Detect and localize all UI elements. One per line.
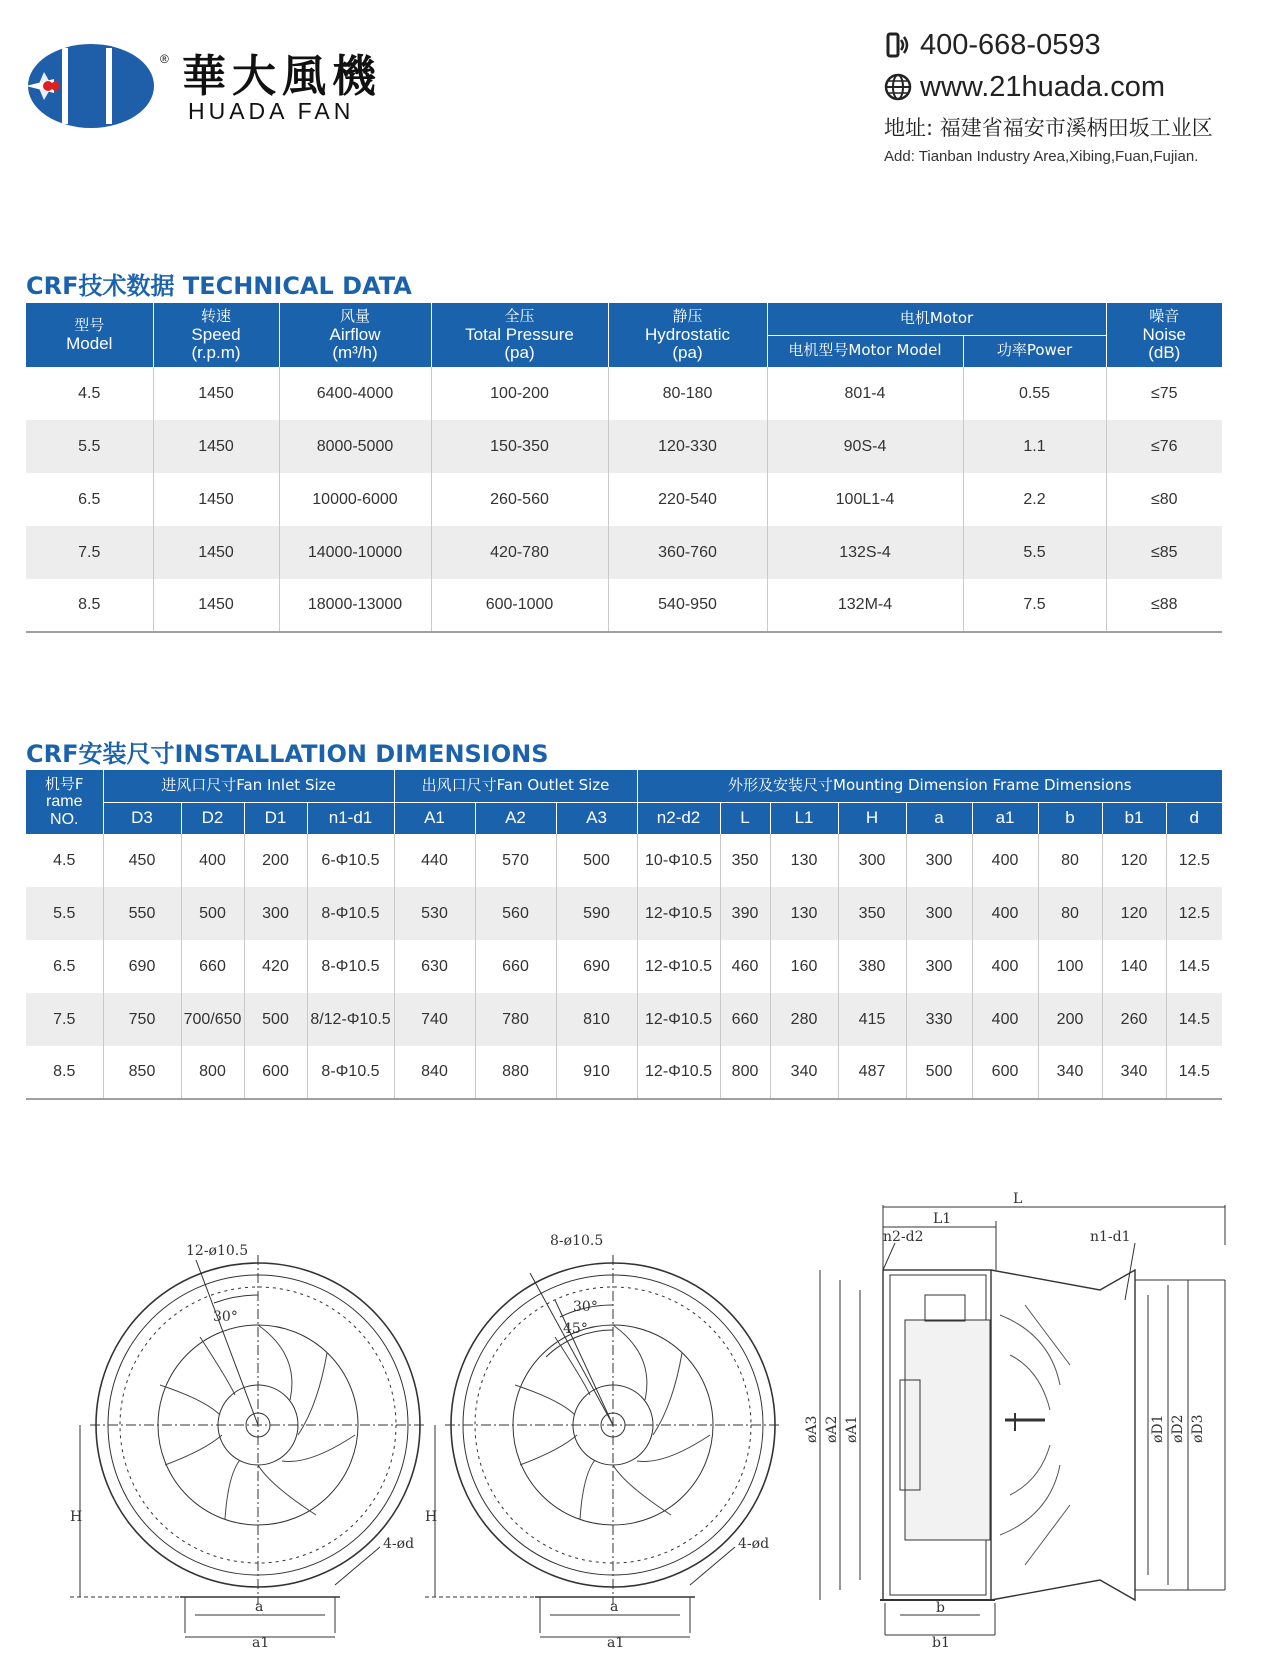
table-cell: 80	[1038, 834, 1102, 887]
phone-row	[884, 24, 1276, 66]
table-cell: 200	[1038, 993, 1102, 1046]
brand-name-cn: 華大風機	[182, 51, 382, 102]
table-cell: 1.1	[963, 420, 1106, 473]
dims-col-header: a	[906, 802, 972, 834]
table-cell: 440	[394, 834, 475, 887]
table-cell: 340	[1038, 1046, 1102, 1099]
side-n2d2-label: n2-d2	[883, 1229, 924, 1245]
front-view-1-labels	[70, 1243, 414, 1651]
dims-col-header: A1	[394, 802, 475, 834]
table-cell: 590	[556, 887, 637, 940]
table-cell: 12.5	[1166, 834, 1222, 887]
col-group-outlet: 出风口尺寸Fan Outlet Size	[394, 770, 637, 802]
table-cell: 400	[972, 887, 1038, 940]
table-cell: 132S-4	[767, 526, 963, 579]
table-cell: 6.5	[26, 473, 153, 526]
table-cell: 8.5	[26, 1046, 103, 1099]
table-cell: 12.5	[1166, 887, 1222, 940]
table-cell: 280	[770, 993, 838, 1046]
table-cell: 120	[1102, 887, 1166, 940]
side-n1d1-label: n1-d1	[1090, 1229, 1131, 1245]
table-cell: 1450	[153, 420, 279, 473]
table-cell: 14.5	[1166, 940, 1222, 993]
col-hydrostatic: 静压 Hydrostatic (pa)	[608, 303, 767, 367]
table-cell: 570	[475, 834, 556, 887]
table-cell: 450	[103, 834, 181, 887]
table-cell: 80-180	[608, 367, 767, 420]
contact-block	[884, 24, 1276, 165]
table-cell: 880	[475, 1046, 556, 1099]
dims-col-header: H	[838, 802, 906, 834]
front1-a-label: a	[255, 1599, 264, 1615]
front2-angle1-label: 30°	[573, 1299, 598, 1315]
dims-col-header: A2	[475, 802, 556, 834]
table-cell: 8/12-Φ10.5	[307, 993, 394, 1046]
table-cell: 12-Φ10.5	[637, 993, 720, 1046]
table-cell: 420	[244, 940, 307, 993]
table-cell: 8-Φ10.5	[307, 1046, 394, 1099]
table-cell: 4.5	[26, 834, 103, 887]
table-cell: 300	[838, 834, 906, 887]
table-cell: 5.5	[26, 420, 153, 473]
technical-data-table	[26, 303, 1222, 633]
table-cell: 540-950	[608, 579, 767, 632]
table-cell: 660	[181, 940, 244, 993]
table-cell: 132M-4	[767, 579, 963, 632]
table-cell: 8000-5000	[279, 420, 431, 473]
table-cell: 500	[906, 1046, 972, 1099]
table-cell: 8.5	[26, 579, 153, 632]
dims-col-header: b	[1038, 802, 1102, 834]
dims-col-header: D1	[244, 802, 307, 834]
side-D3-label: øD3	[1190, 1414, 1206, 1443]
brand-name-en: HUADA FAN	[188, 98, 355, 124]
front2-angle2-label: 45°	[563, 1321, 588, 1337]
table-cell: 300	[906, 940, 972, 993]
dims-col-header: L	[720, 802, 770, 834]
table-cell: 750	[103, 993, 181, 1046]
table-cell: 415	[838, 993, 906, 1046]
front2-a-label: a	[610, 1599, 619, 1615]
table-cell: 700/650	[181, 993, 244, 1046]
table-row	[26, 993, 1222, 1046]
table-cell: 840	[394, 1046, 475, 1099]
table-cell: ≤75	[1106, 367, 1222, 420]
globe-icon	[884, 73, 912, 101]
front1-d-label: 4-ød	[383, 1536, 415, 1552]
col-group-inlet: 进风口尺寸Fan Inlet Size	[103, 770, 394, 802]
table-row	[26, 579, 1222, 632]
website-link[interactable]: www.21huada.com	[920, 70, 1166, 103]
installation-dimensions-title: CRF安装尺寸INSTALLATION DIMENSIONS	[26, 740, 549, 768]
table-row	[26, 940, 1222, 993]
table-cell: 500	[556, 834, 637, 887]
table-row	[26, 473, 1222, 526]
dims-col-header: n1-d1	[307, 802, 394, 834]
table-cell: 300	[244, 887, 307, 940]
table-cell: 10-Φ10.5	[637, 834, 720, 887]
front2-d-label: 4-ød	[738, 1536, 770, 1552]
table-cell: 150-350	[431, 420, 608, 473]
front2-holes-label: 8-ø10.5	[550, 1233, 604, 1249]
table-cell: 200	[244, 834, 307, 887]
phone-number[interactable]: 400-668-0593	[920, 28, 1101, 61]
table-cell: ≤88	[1106, 579, 1222, 632]
table-cell: 120-330	[608, 420, 767, 473]
table-cell: 500	[181, 887, 244, 940]
table-cell: 530	[394, 887, 475, 940]
table-cell: 7.5	[963, 579, 1106, 632]
side-L-label: L	[1013, 1191, 1023, 1207]
table-row	[26, 834, 1222, 887]
table-cell: 740	[394, 993, 475, 1046]
table-cell: 4.5	[26, 367, 153, 420]
dims-col-header: D3	[103, 802, 181, 834]
table-cell: 660	[475, 940, 556, 993]
table-cell: 300	[906, 834, 972, 887]
table-cell: 8-Φ10.5	[307, 887, 394, 940]
dims-col-header: n2-d2	[637, 802, 720, 834]
technical-data-title: CRF技术数据 TECHNICAL DATA	[26, 272, 412, 300]
table-cell: 400	[972, 834, 1038, 887]
front2-h-label: H	[425, 1509, 438, 1525]
table-cell: 690	[103, 940, 181, 993]
table-cell: 360-760	[608, 526, 767, 579]
table-cell: 7.5	[26, 526, 153, 579]
table-cell: 8-Φ10.5	[307, 940, 394, 993]
table-cell: 18000-13000	[279, 579, 431, 632]
table-cell: 487	[838, 1046, 906, 1099]
table-cell: 330	[906, 993, 972, 1046]
table-cell: 12-Φ10.5	[637, 1046, 720, 1099]
phone-icon	[884, 31, 912, 59]
table-cell: 910	[556, 1046, 637, 1099]
table-cell: 260-560	[431, 473, 608, 526]
table-cell: 350	[720, 834, 770, 887]
table-cell: 14.5	[1166, 1046, 1222, 1099]
side-b1-label: b1	[932, 1635, 950, 1651]
table-cell: 14.5	[1166, 993, 1222, 1046]
table-cell: 400	[972, 940, 1038, 993]
col-airflow: 风量 Airflow (m³/h)	[279, 303, 431, 367]
table-cell: 7.5	[26, 993, 103, 1046]
installation-dimensions-table	[26, 770, 1222, 1100]
table-cell: 340	[1102, 1046, 1166, 1099]
table-cell: 12-Φ10.5	[637, 940, 720, 993]
table-row	[26, 1046, 1222, 1099]
table-cell: 350	[838, 887, 906, 940]
table-cell: 420-780	[431, 526, 608, 579]
table-cell: 2.2	[963, 473, 1106, 526]
side-A2-label: øA2	[824, 1415, 840, 1443]
table-cell: ≤85	[1106, 526, 1222, 579]
table-cell: 550	[103, 887, 181, 940]
table-cell: 600	[244, 1046, 307, 1099]
table-cell: 560	[475, 887, 556, 940]
table-row	[26, 420, 1222, 473]
col-model: 型号 Model	[26, 303, 153, 367]
technical-drawings	[0, 1185, 1280, 1657]
dims-col-header: A3	[556, 802, 637, 834]
table-cell: 14000-10000	[279, 526, 431, 579]
registered-mark: ®	[160, 52, 169, 66]
table-cell: 630	[394, 940, 475, 993]
table-cell: 5.5	[26, 887, 103, 940]
table-cell: 130	[770, 887, 838, 940]
table-cell: 10000-6000	[279, 473, 431, 526]
dims-col-header: a1	[972, 802, 1038, 834]
side-L1-label: L1	[933, 1211, 952, 1227]
front-view-2	[425, 1255, 781, 1637]
table-cell: 6-Φ10.5	[307, 834, 394, 887]
table-cell: 0.55	[963, 367, 1106, 420]
col-group-mounting: 外形及安装尺寸Mounting Dimension Frame Dimensions	[637, 770, 1222, 802]
table-cell: 12-Φ10.5	[637, 887, 720, 940]
website-row	[884, 66, 1276, 108]
col-speed: 转速 Speed (r.p.m)	[153, 303, 279, 367]
side-A1-label: øA1	[844, 1415, 860, 1443]
table-cell: 140	[1102, 940, 1166, 993]
col-noise: 噪音 Noise (dB)	[1106, 303, 1222, 367]
table-cell: 100	[1038, 940, 1102, 993]
table-cell: 800	[181, 1046, 244, 1099]
front2-a1-label: a1	[607, 1635, 625, 1651]
col-total-pressure: 全压 Total Pressure (pa)	[431, 303, 608, 367]
table-cell: 120	[1102, 834, 1166, 887]
col-motor-model: 电机型号Motor Model	[767, 335, 963, 367]
table-cell: 800	[720, 1046, 770, 1099]
table-cell: 850	[103, 1046, 181, 1099]
table-cell: 1450	[153, 526, 279, 579]
front-view-2-labels	[425, 1233, 769, 1651]
front-view-1	[70, 1255, 426, 1637]
address-en: Add: Tianban Industry Area,Xibing,Fuan,Fujian.	[884, 148, 1199, 165]
side-D1-label: øD1	[1150, 1414, 1166, 1443]
table-cell: 1450	[153, 579, 279, 632]
table-cell: 690	[556, 940, 637, 993]
dims-col-header: b1	[1102, 802, 1166, 834]
dims-col-header: D2	[181, 802, 244, 834]
side-D2-label: øD2	[1170, 1414, 1186, 1443]
table-row	[26, 526, 1222, 579]
table-cell: 600	[972, 1046, 1038, 1099]
address-cn: 地址: 福建省福安市溪柄田坂工业区	[884, 116, 1213, 140]
huada-logo-icon	[26, 42, 156, 130]
table-cell: 390	[720, 887, 770, 940]
table-cell: 6.5	[26, 940, 103, 993]
table-cell: 1450	[153, 367, 279, 420]
table-cell: 160	[770, 940, 838, 993]
table-cell: 260	[1102, 993, 1166, 1046]
table-cell: 801-4	[767, 367, 963, 420]
table-row	[26, 887, 1222, 940]
table-cell: 380	[838, 940, 906, 993]
col-motor-group: 电机Motor	[767, 303, 1106, 335]
table-cell: 100-200	[431, 367, 608, 420]
table-cell: 1450	[153, 473, 279, 526]
table-cell: 780	[475, 993, 556, 1046]
table-cell: 500	[244, 993, 307, 1046]
table-cell: 300	[906, 887, 972, 940]
table-cell: 400	[181, 834, 244, 887]
table-row	[26, 367, 1222, 420]
table-cell: 400	[972, 993, 1038, 1046]
table-cell: 6400-4000	[279, 367, 431, 420]
front1-angle-label: 30°	[213, 1309, 238, 1325]
dims-col-header: L1	[770, 802, 838, 834]
table-cell: 80	[1038, 887, 1102, 940]
side-A3-label: øA3	[804, 1415, 820, 1443]
table-cell: 460	[720, 940, 770, 993]
front1-h-label: H	[70, 1509, 83, 1525]
col-power: 功率Power	[963, 335, 1106, 367]
table-cell: ≤76	[1106, 420, 1222, 473]
table-cell: 810	[556, 993, 637, 1046]
front1-a1-label: a1	[252, 1635, 270, 1651]
table-cell: ≤80	[1106, 473, 1222, 526]
col-frame-no: 机号F rame NO.	[26, 770, 103, 834]
table-cell: 600-1000	[431, 579, 608, 632]
dims-col-header: d	[1166, 802, 1222, 834]
front1-holes-label: 12-ø10.5	[186, 1243, 249, 1259]
table-cell: 340	[770, 1046, 838, 1099]
table-cell: 220-540	[608, 473, 767, 526]
table-cell: 130	[770, 834, 838, 887]
table-cell: 660	[720, 993, 770, 1046]
side-b-label: b	[936, 1600, 945, 1616]
table-cell: 5.5	[963, 526, 1106, 579]
page-header	[0, 0, 1280, 190]
table-cell: 90S-4	[767, 420, 963, 473]
table-cell: 100L1-4	[767, 473, 963, 526]
